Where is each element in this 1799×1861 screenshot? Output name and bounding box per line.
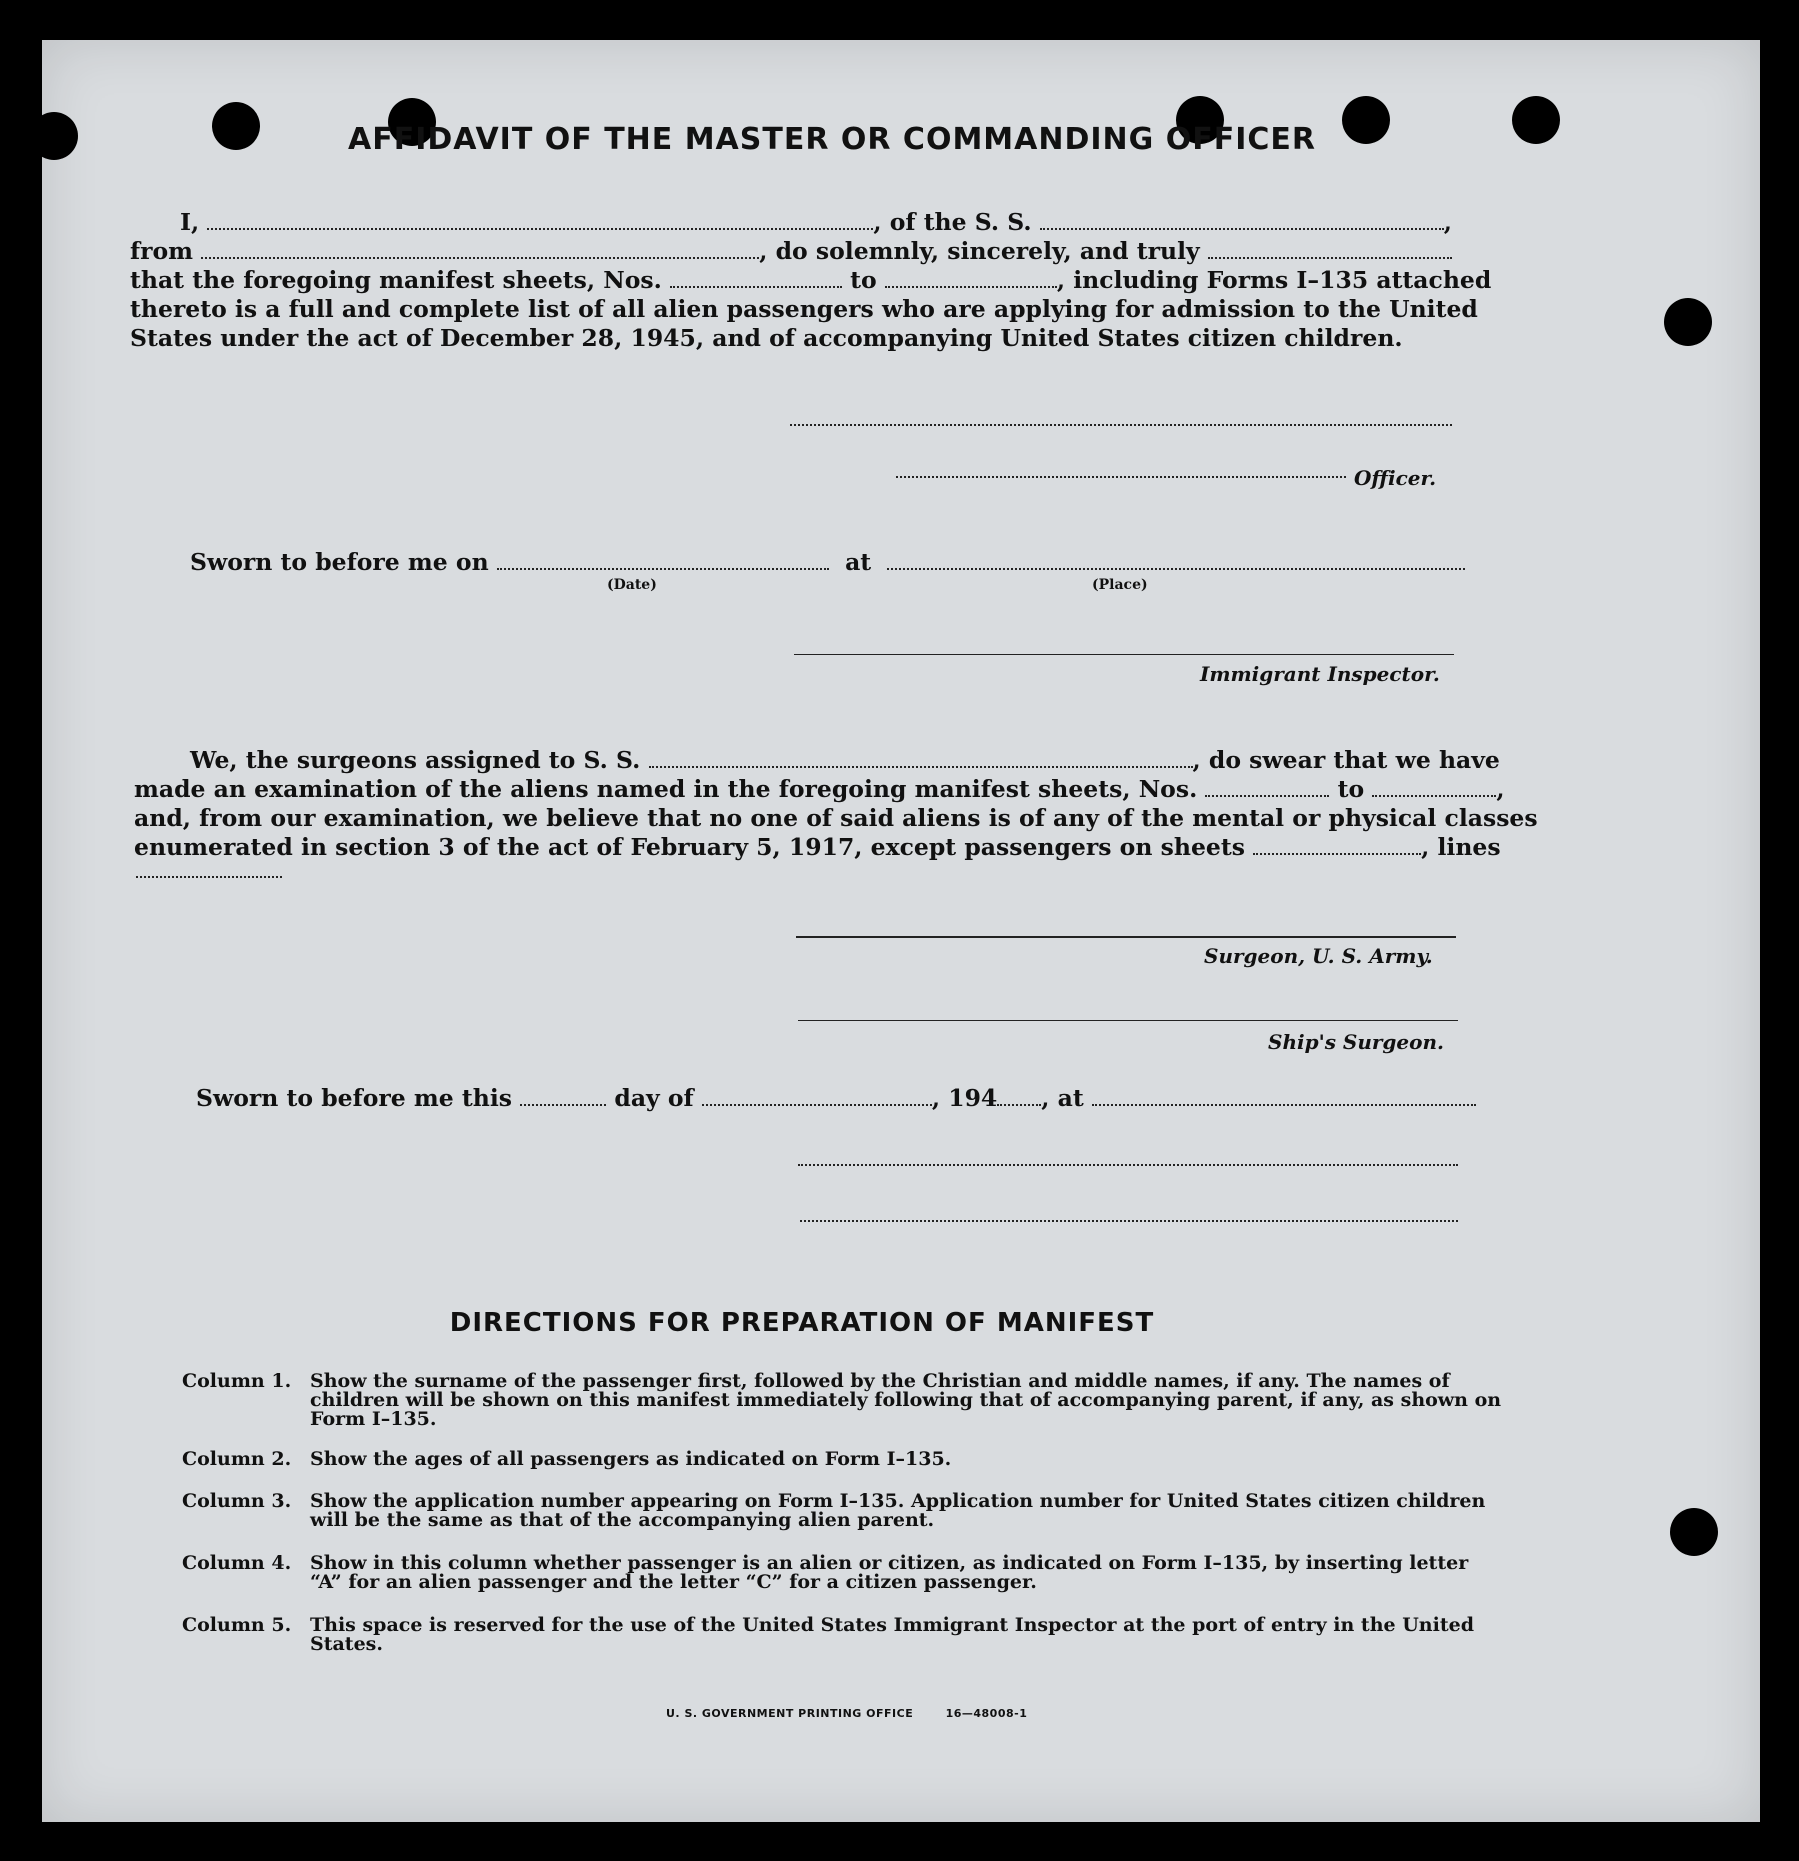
sworn-month-field[interactable]: [702, 1086, 932, 1106]
affidavit-line-5: States under the act of December 28, 1945, and of accompanying United States citizen children.: [130, 324, 1403, 352]
inspector-label: Immigrant Inspector.: [1200, 662, 1440, 686]
officer-title-line[interactable]: [896, 476, 1346, 478]
form-sheet: [42, 40, 1760, 1822]
text-at: , at: [1041, 1084, 1084, 1112]
direction-column-label: Column 4.: [182, 1552, 292, 1574]
text-at: at: [845, 548, 872, 576]
ship-name-field[interactable]: [1040, 210, 1444, 230]
sheet-to-field[interactable]: [885, 268, 1057, 288]
army-surgeon-signature-line[interactable]: [796, 936, 1456, 938]
printer-imprint: [666, 1707, 1027, 1720]
text-to: to: [850, 266, 877, 294]
comma: ,: [1443, 208, 1452, 236]
text-of-ss: , of the S. S.: [873, 208, 1032, 236]
text-manifest-sheets: that the foregoing manifest sheets, Nos.: [130, 266, 662, 294]
printer-name: U. S. GOVERNMENT PRINTING OFFICE: [666, 1707, 914, 1720]
text-surgeons-assigned: We, the surgeons assigned to S. S.: [190, 746, 641, 774]
text-sworn-this: Sworn to before me this: [196, 1084, 513, 1112]
sworn-line-2: [196, 1084, 1476, 1113]
surgeon-ship-field[interactable]: [649, 748, 1193, 768]
master-name-field[interactable]: [207, 210, 873, 230]
text-do-swear: , do swear that we have: [1192, 746, 1500, 774]
sworn-day-field[interactable]: [520, 1086, 606, 1106]
surgeon-line-4: [134, 833, 1501, 862]
text-sworn-on: Sworn to before me on: [190, 548, 489, 576]
surgeon-line-3: and, from our examination, we believe that no one of said aliens is of any of the mental or physical classes: [134, 804, 1538, 832]
sworn2-signature-line-2[interactable]: [800, 1220, 1458, 1222]
direction-text: Show in this column whether passenger is an alien or citizen, as indicated on Form I–135, by inserting letter “A” for an alien passenger and the letter “C” for a citizen passenger.: [310, 1552, 1469, 1593]
text-194: , 194: [931, 1084, 998, 1112]
sworn2-signature-line-1[interactable]: [798, 1164, 1458, 1166]
direction-column-label: Column 2.: [182, 1448, 292, 1470]
direction-text: Show the ages of all passengers as indicated on Form I–135.: [310, 1448, 952, 1470]
direction-text: This space is reserved for the use of the United States Immigrant Inspector at the port of entry in the United States.: [310, 1614, 1474, 1655]
sworn2-place-field[interactable]: [1092, 1086, 1476, 1106]
surgeon-sheet-to-field[interactable]: [1372, 777, 1496, 797]
inspector-signature-line[interactable]: [794, 654, 1454, 655]
sheet-from-field[interactable]: [670, 268, 842, 288]
text-made-examination: made an examination of the aliens named in the foregoing manifest sheets, Nos.: [134, 775, 1198, 803]
text-day-of: day of: [614, 1084, 694, 1112]
army-surgeon-label: Surgeon, U. S. Army.: [1204, 944, 1433, 968]
ship-surgeon-signature-line[interactable]: [798, 1020, 1458, 1021]
text-enumerated: enumerated in section 3 of the act of February 5, 1917, except passengers on sheets: [134, 833, 1245, 861]
affidavit-line-4: thereto is a full and complete list of all alien passengers who are applying for admission to the United: [130, 295, 1478, 323]
direction-column-label: Column 5.: [182, 1614, 292, 1636]
surgeon-sheet-from-field[interactable]: [1205, 777, 1329, 797]
master-signature-line[interactable]: [790, 424, 1452, 426]
direction-text: Show the surname of the passenger first, followed by the Christian and middle names, if any. The names of children will be shown on this manifest immediately following that of accompanying parent, if any, as shown on Form I–135.: [310, 1370, 1502, 1430]
ship-surgeon-label: Ship's Surgeon.: [1268, 1030, 1444, 1054]
punch-hole: [1664, 298, 1712, 346]
place-label: (Place): [1092, 577, 1148, 593]
sworn-place-field[interactable]: [887, 550, 1465, 570]
sworn-line-1: [190, 548, 1465, 577]
date-label: (Date): [607, 577, 657, 593]
comma: ,: [1496, 775, 1505, 803]
directions-title: DIRECTIONS FOR PREPARATION OF MANIFEST: [449, 1308, 1155, 1338]
text-including: , including Forms I–135 attached: [1056, 266, 1492, 294]
affidavit-title: AFFIDAVIT OF THE MASTER OR COMMANDING OFFICER: [348, 122, 1316, 157]
sworn-year-field[interactable]: [997, 1086, 1041, 1106]
except-lines-field[interactable]: [136, 876, 282, 878]
form-code: 16—48008-1: [945, 1707, 1028, 1720]
from-port-field[interactable]: [201, 239, 759, 259]
direction-text: Show the application number appearing on Form I–135. Application number for United States citizen children will be the same as that of the accompanying alien parent.: [310, 1490, 1486, 1531]
sworn-date-field[interactable]: [497, 550, 829, 570]
surgeon-line-1: [190, 746, 1500, 775]
affidavit-line-1: [180, 208, 1452, 237]
affidavit-line-3: [130, 266, 1491, 295]
direction-column-label: Column 3.: [182, 1490, 292, 1512]
except-sheets-field[interactable]: [1253, 835, 1421, 855]
text-to: to: [1337, 775, 1365, 803]
officer-label: Officer.: [1354, 466, 1437, 490]
punch-hole: [1670, 1508, 1718, 1556]
text-do-solemnly: , do solemnly, sincerely, and truly: [759, 237, 1200, 265]
oath-field[interactable]: [1208, 239, 1452, 259]
text-from: from: [130, 237, 194, 265]
surgeon-line-2: [134, 775, 1505, 804]
text-i: I,: [180, 208, 200, 236]
affidavit-line-2: [130, 237, 1452, 266]
punch-hole: [30, 112, 78, 160]
direction-column-label: Column 1.: [182, 1370, 292, 1392]
text-lines: , lines: [1421, 833, 1501, 861]
